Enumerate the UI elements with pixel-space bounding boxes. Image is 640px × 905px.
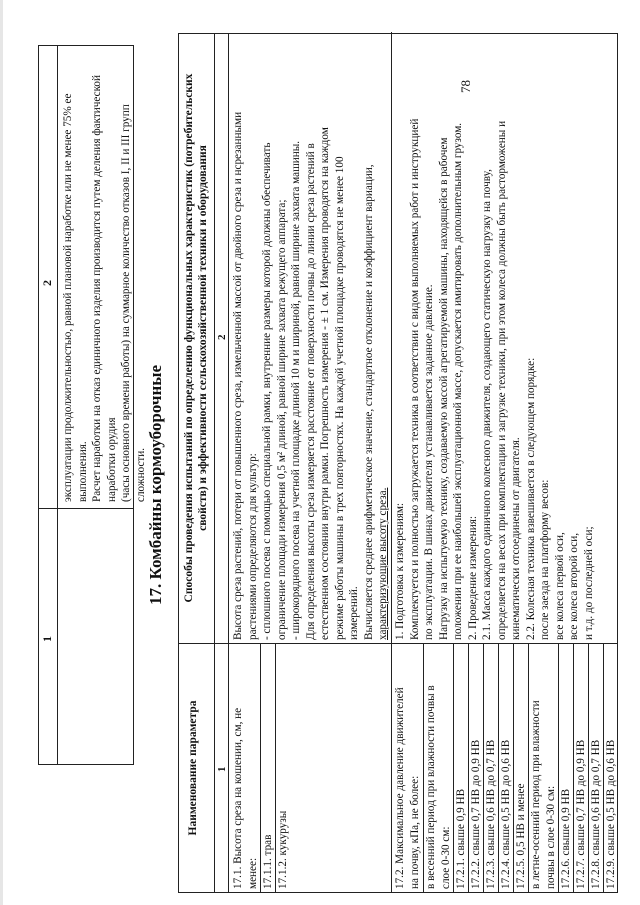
param-line: 17.2.5. 0,5 НВ и менее	[515, 783, 527, 889]
param-line: в летне-осенний период при влажности	[530, 700, 542, 889]
col1-header: Наименование параметра	[187, 700, 199, 836]
method-line: Вычисляется среднее арифметическое значение, стандартное отклонение и коэффициент вариации,	[362, 164, 375, 640]
param-17-2-1	[454, 647, 469, 889]
page-number: 78	[458, 80, 473, 93]
param-17-2-4	[499, 647, 514, 889]
top-table-line: эксплуатации продолжительностью, равной плановой наработке или не менее 75% ее выполнения.	[62, 93, 89, 502]
param-line: менее:	[246, 857, 259, 889]
method-line: кинематически отсоединены от двигателя.	[510, 437, 522, 640]
method-line: 2.2. Колесная техника взвешивается в следующем порядке:	[524, 357, 537, 640]
method-line: характеризующие высоту среза.	[377, 487, 389, 640]
main-table	[178, 33, 618, 893]
param-17-1-2	[276, 647, 291, 889]
param-17-2-2	[469, 647, 484, 889]
method-line: растениями определяются для культур:	[246, 453, 259, 640]
param-17-2-3	[484, 647, 499, 889]
method-soil-pressure	[393, 38, 596, 640]
param-line: 17.1.1. трав	[262, 834, 274, 889]
method-line: положении при ее наибольшей эксплуатационной массе, допускается имитировать дополнительным грузом.	[452, 122, 464, 640]
param-line: 17.1. Высота среза на кошении, см, не	[232, 707, 244, 889]
method-line: Высота среза растений, потери от повышенного среза, измельченной массой от двойного среза и нсрезанными	[232, 111, 244, 640]
top-table-col1-number: 1	[40, 636, 54, 642]
top-table-col2-number: 2	[40, 280, 54, 286]
col2-header	[182, 36, 210, 640]
param-17-1-1	[261, 647, 276, 889]
main-table-number-row	[215, 34, 229, 892]
method-line: определяется на весах при комплектации и загрузке техники, при этом колеса должны быть расторможены и	[495, 120, 508, 640]
param-17-2-6	[559, 647, 574, 889]
method-line: все колеса первой оси,	[553, 532, 566, 640]
param-line: на почву, кПа, не более:	[408, 775, 421, 889]
col2-number: 2	[216, 334, 228, 340]
param-line: 17.1.2. кукурузы	[277, 810, 289, 889]
param-line: 17.2.9. свыше 0,5 НВ до 0,6 НВ	[605, 739, 617, 889]
method-line: режиме работы машины в трех повторностях. На каждой учетной площадке проводятся не менее 100	[333, 156, 346, 640]
method-line: все колеса второй оси,	[568, 532, 580, 640]
param-line: 17.2.6. свыше 0,9 НВ	[560, 788, 572, 889]
param-line: почвы в слое 0-30 см:	[544, 785, 557, 889]
param-summer-autumn-period	[529, 647, 558, 889]
method-line: естественном состоянии внутри рамки. Погрешность измерения - ± 1 см. Измерения проводятся на каждом	[319, 127, 331, 640]
param-spring-period	[424, 647, 453, 889]
top-table-text	[61, 52, 148, 502]
param-17-2-7	[574, 647, 589, 889]
method-line: Нагрузку на испытуемую технику, создаваемую массой агрегатируемой машины, находящейся в рабочем	[437, 137, 450, 640]
method-line: 1. Подготовка к измерениям:	[394, 502, 406, 640]
param-17-2-5	[514, 647, 529, 889]
method-line: по эксплуатации. В шинах движителя устанавливается заданное давление.	[423, 284, 435, 640]
top-table-line: Расчет наработки на отказ единичного изделия производится путем деления фактической наработки орудия	[91, 74, 118, 502]
param-line: 17.2.7. свыше 0,7 НВ до 0,9 НВ	[575, 739, 587, 889]
col1-number: 1	[216, 766, 228, 772]
param-line: в весенний период при влажности почвы в	[425, 685, 437, 889]
method-line: измерений.	[348, 586, 360, 640]
method-cut-height	[231, 38, 391, 640]
top-table-line: (часы основного времени работы) на суммарное количество отказов I, II и III групп сложности.	[120, 104, 147, 502]
param-17-2-9	[604, 647, 619, 889]
param-line: 17.2.2. свыше 0,7 НВ до 0,9 НВ	[470, 739, 482, 889]
col2-header-line: свойств) и эффективности сельскохозяйственной техники и оборудования	[197, 145, 209, 531]
param-line: 17.2.3. свыше 0,6 НВ до 0,7 НВ	[485, 739, 497, 889]
param-line: 17.2.8. свыше 0,6 НВ до 0,7 НВ	[590, 739, 602, 889]
method-line: 2.1. Масса каждого единичного колесного движителя, создающего статическую нагрузку на почву,	[481, 169, 493, 640]
method-line: после заезда на платформу весов:	[539, 479, 551, 640]
method-line: Для определения высоты среза измеряется расстояние от поверхности почвы до линии среза растений в	[304, 143, 317, 640]
top-table	[38, 45, 147, 765]
row-divider-full	[391, 32, 392, 892]
method-line: - сплошного посева с помощью специальной рамки, внутренние размеры которой должны обеспечивать	[261, 142, 273, 640]
method-line: Комплектуется и полностью загружается техника в соответствии с видом выполняемых работ и инструкцией	[408, 118, 421, 640]
col2-header-line: Способы проведения испытаний по определению функциональных характеристик (потребительских	[183, 73, 195, 603]
param-line: 17.2.1. свыше 0,9 НВ	[455, 788, 467, 889]
method-line: и т.д. до последней оси;	[582, 526, 595, 640]
main-table-column-divider	[179, 643, 617, 644]
method-line: - широкорядного посева на учетной площадке длиной 10 м и шириной, равной ширине захвата машины.	[290, 140, 302, 640]
method-line: 2. Проведение измерения:	[466, 516, 479, 640]
param-17-2	[393, 647, 422, 889]
method-line: ограничение площади измерения 0,5 м² длиной, равной ширине захвата режущего аппарата;	[275, 199, 288, 640]
param-17-1	[231, 647, 260, 889]
param-line: 17.2.4. свыше 0,5 НВ до 0,6 НВ	[500, 739, 512, 889]
param-line: слое 0-30 см:	[439, 826, 452, 889]
param-line: 17.2. Максимальное давление движителей	[394, 687, 406, 889]
section-title: 17. Комбайны кормоуборочные	[146, 364, 165, 605]
param-17-2-8	[589, 647, 604, 889]
